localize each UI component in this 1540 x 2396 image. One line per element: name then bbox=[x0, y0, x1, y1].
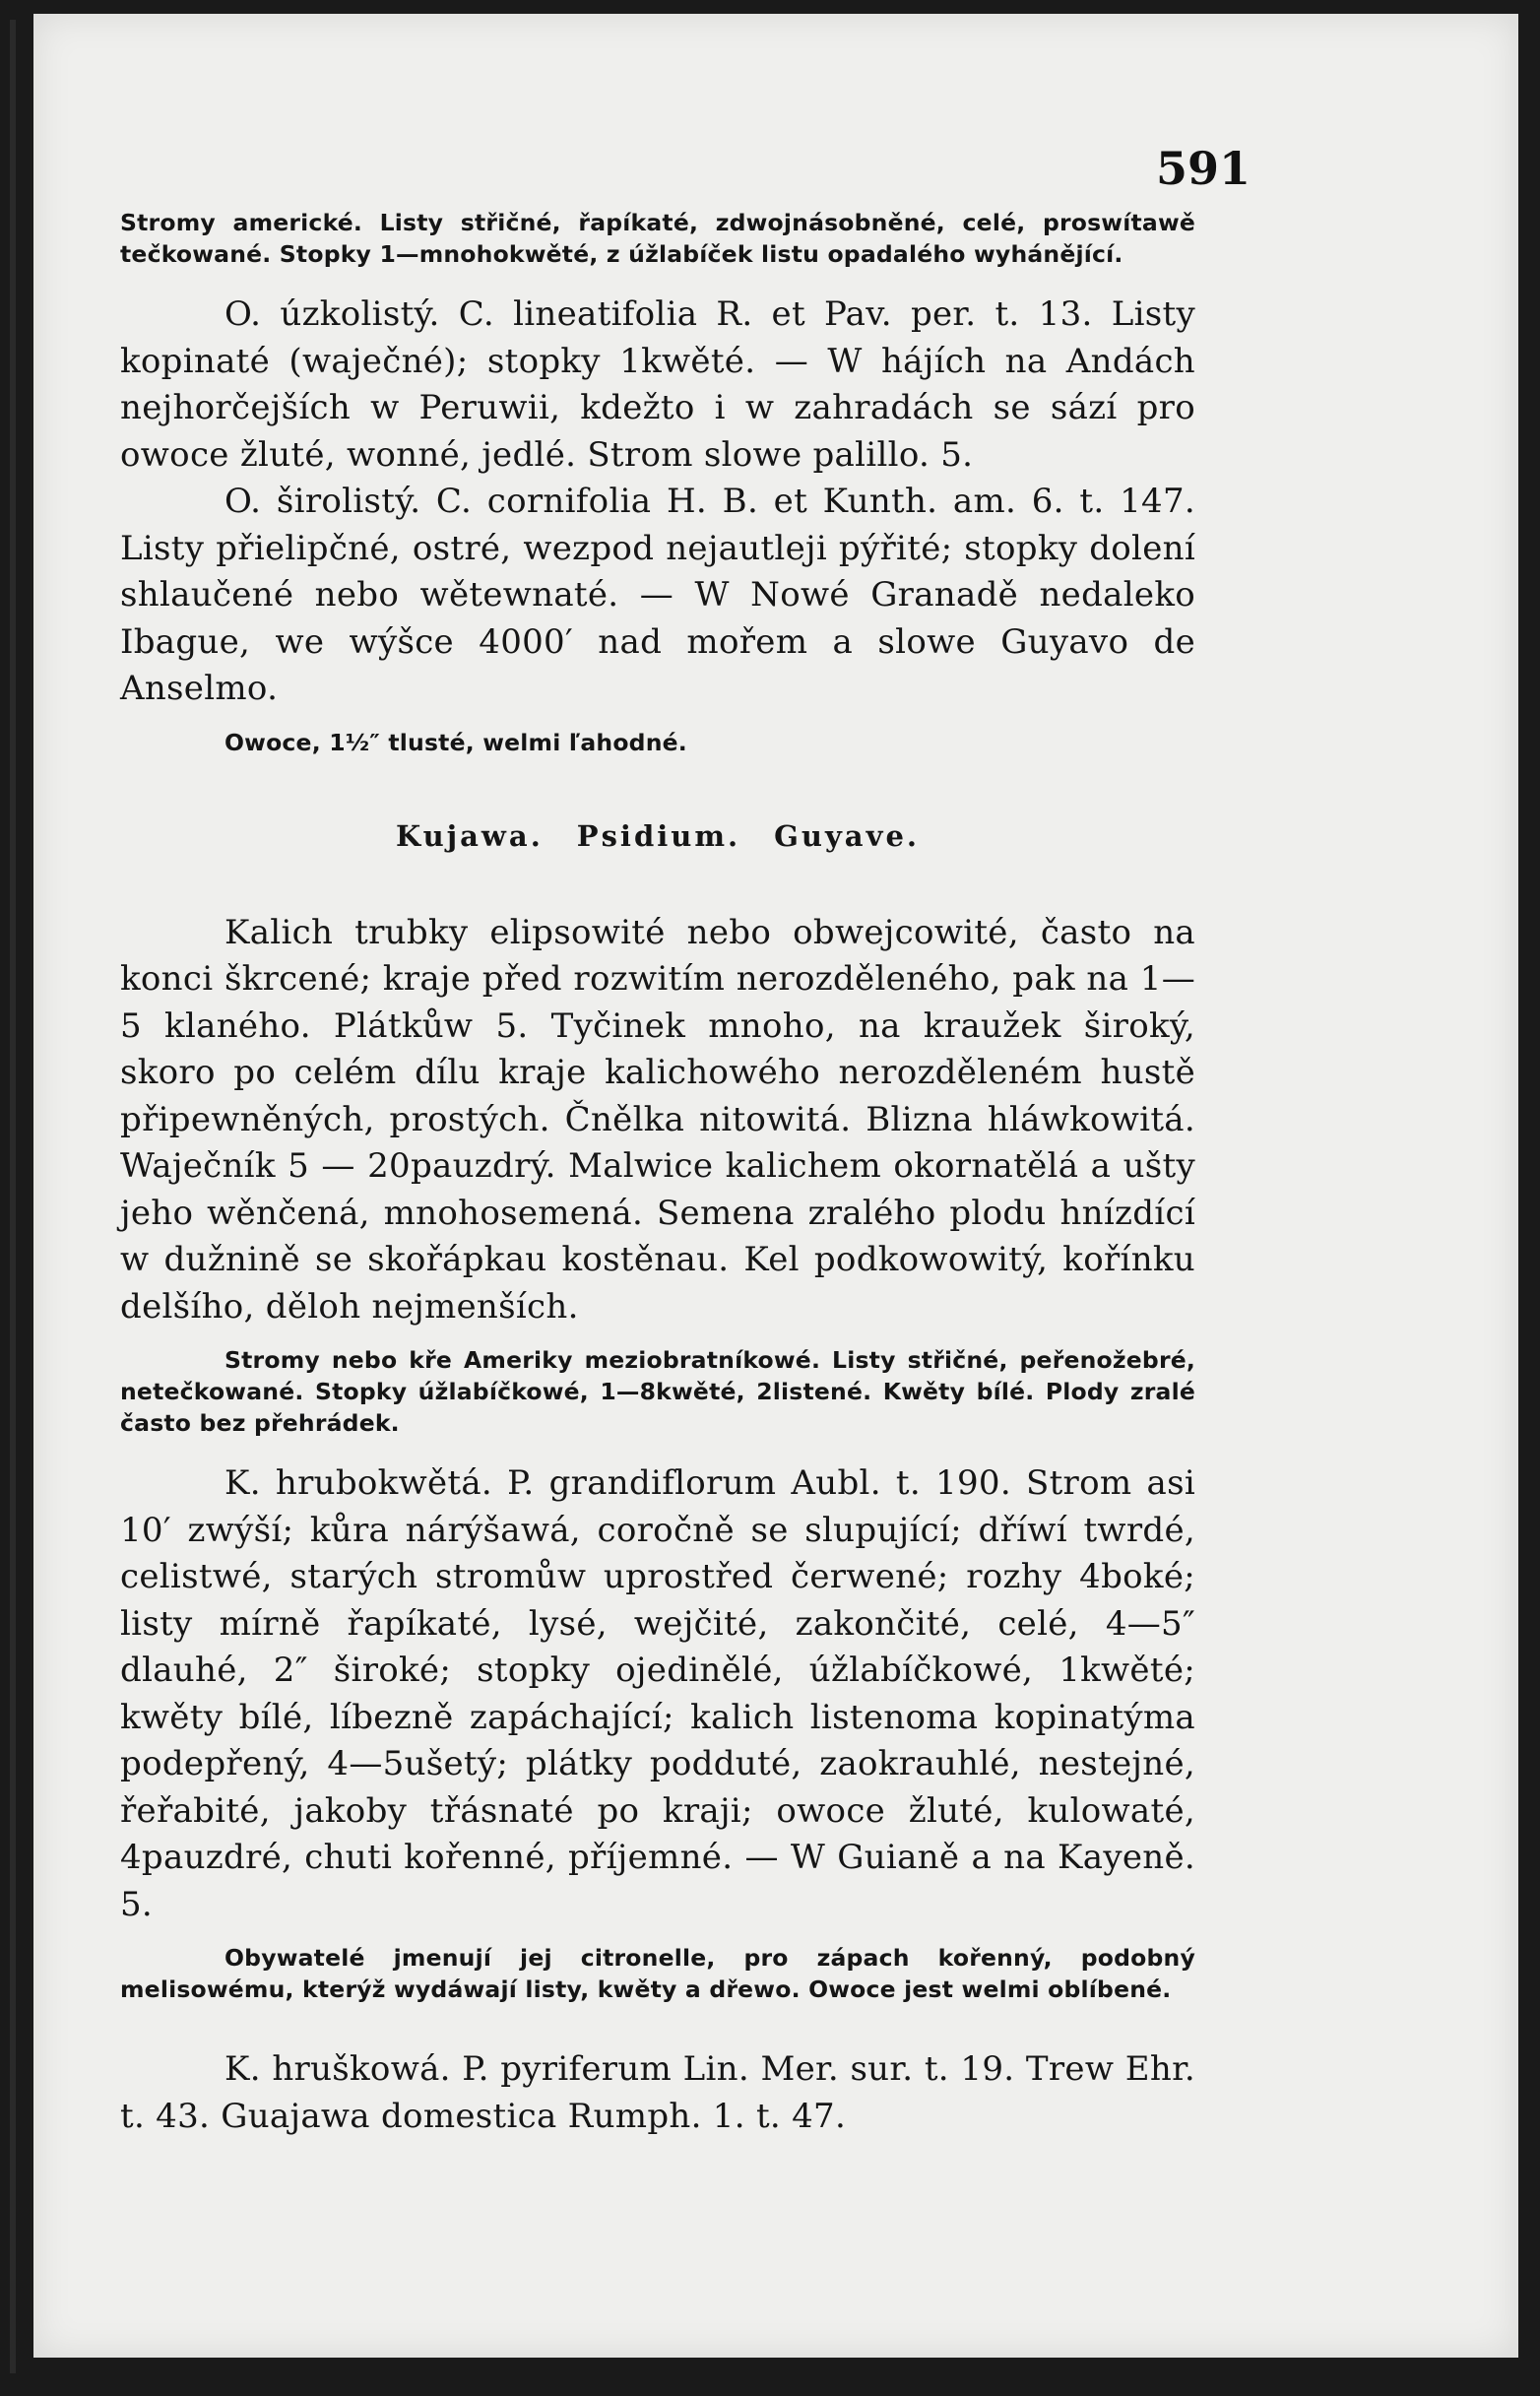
paragraph-species-sirolisty: O. širolistý. C. cornifolia H. B. et Kunth. am. 6. t. 147. Listy přielipčné, ostré, wezpod nejautleji pýřité; stopky dolení shlaučené nebo wětewnaté. — W Nowé Granadě nedaleko Ibague, we wýšce 4000′ nad mořem a slowe Guyavo de Anselmo. bbox=[120, 482, 1195, 708]
heading-part-french: Guyave. bbox=[774, 818, 920, 853]
page-number: 591 bbox=[1156, 142, 1251, 195]
paragraph-note-3: Stromy nebo kře Ameriky meziobratníkowé. Listy střičné, peřenožebré, netečkowané. Stopky úžlabíčkowé, 1—8kwěté, 2listené. Kwěty bílé. Plody zralé často bez přehrádek. bbox=[120, 1346, 1195, 1437]
page-text bbox=[120, 207, 1195, 2140]
paragraph-note-4: Obywatelé jmenují jej citronelle, pro zápach kořenný, podobný melisowému, kterýž wydáwají listy, kwěty a dřewo. Owoce jest welmi oblíbené. bbox=[120, 1944, 1195, 2003]
paragraph-note-2: Owoce, 1½″ tlusté, welmi ľahodné. bbox=[225, 728, 687, 756]
heading-part-czech: Kujawa. bbox=[396, 818, 544, 853]
section-heading bbox=[120, 819, 1195, 853]
paragraph-species-hruskowa: K. hruškowá. P. pyriferum Lin. Mer. sur. t. 19. Trew Ehr. t. 43. Guajawa domestica Rumph. 1. t. 47. bbox=[120, 2049, 1195, 2136]
heading-part-latin: Psidium. bbox=[576, 818, 741, 853]
paragraph-note-1: Stromy americké. Listy střičné, řapíkaté, zdwojnásobněné, celé, proswítawě tečkowané. Stopky 1—mnohokwěté, z úžlabíček listu opadalého wyhánějící. bbox=[120, 209, 1195, 268]
paragraph-species-hrubokweta: K. hrubokwětá. P. grandiflorum Aubl. t. 190. Strom asi 10′ zwýší; kůra nárýšawá, coročně se slupující; dříwí twrdé, celistwé, starých stromůw uprostřed čerwené; rozhy 4boké; listy mírně řapíkaté, lysé, wejčité, zakončité, celé, 4—5″ dlauhé, 2″ široké; stopky ojedinělé, úžlabíčkowé, 1kwěté; kwěty bílé, líbezně zapáchající; kalich listenoma kopinatýma podepřený, 4—5ušetý; plátky podduté, zaokrauhlé, nestejné, řeřabité, jakoby třásnaté po kraji; owoce žluté, kulowaté, 4pauzdré, chuti kořenné, příjemné. — W Guianě a na Kayeně. 5. bbox=[120, 1463, 1195, 1924]
paragraph-genus-description: Kalich trubky elipsowité nebo obwejcowité, často na konci škrcené; kraje před rozwitím nerozděleného, pak na 1—5 klaného. Plátkůw 5. Tyčinek mnoho, na kraužek široký, skoro po celém dílu kraje kalichowého nerozděleném hustě připewněných, prostých. Čnělka nitowitá. Blizna hláwkowitá. Waječník 5 — 20pauzdrý. Malwice kalichem okornatělá a ušty jeho wěnčená, mnohosemená. Semena zralého plodu hnízdící w dužnině se skořápkau kostěnau. Kel podkowowitý, kořínku delšího, děloh nejmenších. bbox=[120, 912, 1195, 1327]
scan-edge bbox=[10, 20, 16, 2373]
paragraph-species-uzkolisty: O. úzkolistý. C. lineatifolia R. et Pav. per. t. 13. Listy kopinaté (waječné); stopky 1kwěté. — W hájích na Andách nejhorčejších w Peruwii, kdežto i w zahradách se sází pro owoce žluté, wonné, jedlé. Strom slowe palillo. 5. bbox=[120, 294, 1195, 475]
